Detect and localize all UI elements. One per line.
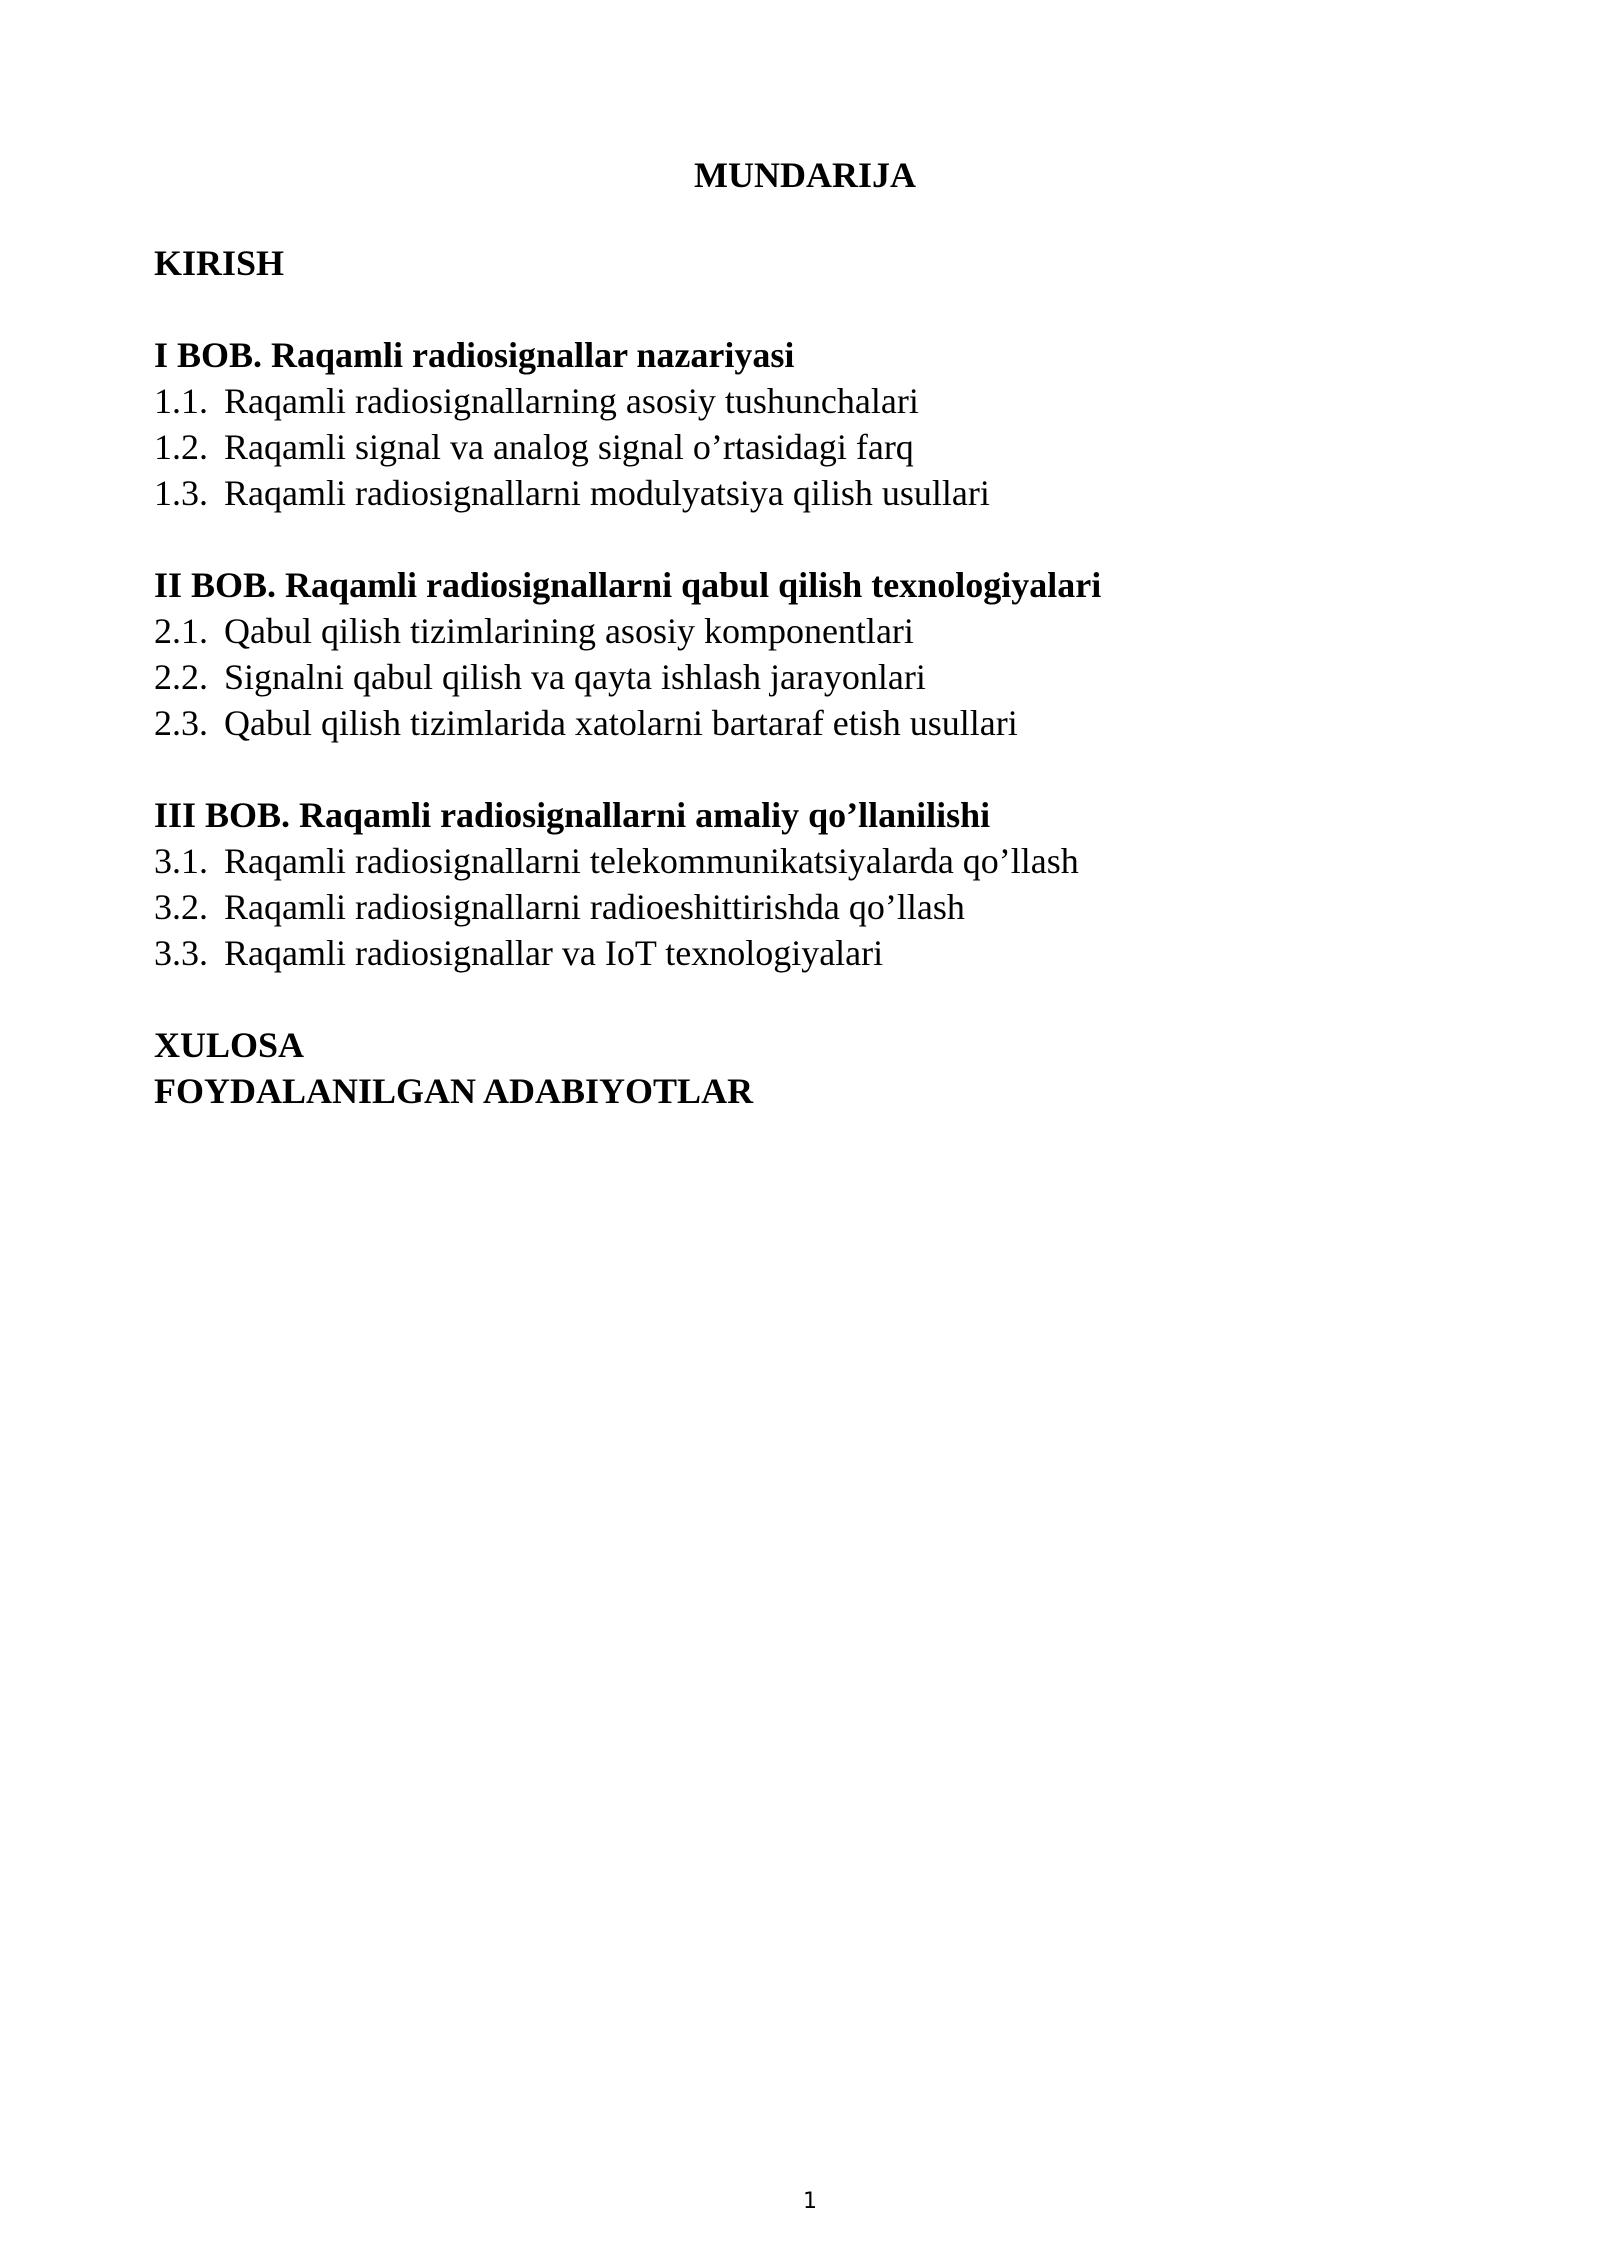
section-number: 1.2. xyxy=(154,427,208,467)
page-number: 1 xyxy=(803,2189,817,2214)
chapter-heading: II BOB. Raqamli radiosignallarni qabul qilish texnologiyalari xyxy=(154,565,1102,605)
toc-intro: KIRISH xyxy=(154,243,285,283)
section-title: Raqamli radiosignallarni modulyatsiya qilish usullari xyxy=(224,473,990,513)
section-title: Raqamli radiosignallarning asosiy tushunchalari xyxy=(224,381,919,421)
chapter-3 xyxy=(154,792,1454,976)
table-of-contents xyxy=(154,240,1454,1114)
section-title: Signalni qabul qilish va qayta ishlash jarayonlari xyxy=(224,657,926,697)
section-title: Raqamli signal va analog signal o’rtasidagi farq xyxy=(224,427,914,467)
toc-section xyxy=(154,700,1454,746)
section-number: 2.2. xyxy=(154,657,208,697)
section-number: 3.1. xyxy=(154,841,208,881)
toc-conclusion: XULOSA xyxy=(154,1025,305,1065)
section-title: Raqamli radiosignallar va IoT texnologiyalari xyxy=(224,933,884,973)
section-number: 3.3. xyxy=(154,933,208,973)
toc-section xyxy=(154,654,1454,700)
section-number: 3.2. xyxy=(154,887,208,927)
section-number: 2.3. xyxy=(154,703,208,743)
toc-section xyxy=(154,378,1454,424)
section-number: 1.3. xyxy=(154,473,208,513)
section-title: Qabul qilish tizimlarining asosiy komponentlari xyxy=(224,611,914,651)
toc-section xyxy=(154,930,1454,976)
chapter-heading: III BOB. Raqamli radiosignallarni amaliy qo’llanilishi xyxy=(154,795,991,835)
chapter-1 xyxy=(154,332,1454,516)
toc-title: MUNDARIJA xyxy=(694,155,916,195)
section-number: 2.1. xyxy=(154,611,208,651)
section-title: Qabul qilish tizimlarida xatolarni bartaraf etish usullari xyxy=(224,703,1018,743)
section-number: 1.1. xyxy=(154,381,208,421)
toc-section xyxy=(154,884,1454,930)
section-title: Raqamli radiosignallarni radioeshittirishda qo’llash xyxy=(224,887,965,927)
chapter-heading: I BOB. Raqamli radiosignallar nazariyasi xyxy=(154,335,795,375)
chapter-2 xyxy=(154,562,1454,746)
section-title: Raqamli radiosignallarni telekommunikatsiyalarda qo’llash xyxy=(224,841,1079,881)
toc-section xyxy=(154,470,1454,516)
toc-references: FOYDALANILGAN ADABIYOTLAR xyxy=(154,1071,754,1111)
toc-section xyxy=(154,424,1454,470)
toc-section xyxy=(154,608,1454,654)
toc-section xyxy=(154,838,1454,884)
